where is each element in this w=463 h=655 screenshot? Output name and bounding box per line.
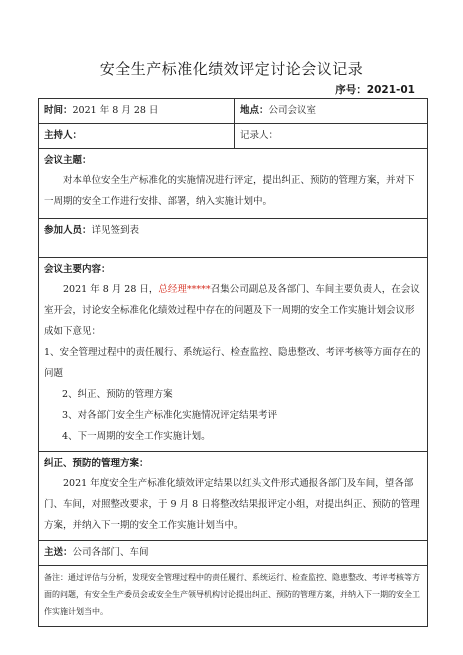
content-intro xyxy=(44,279,422,342)
participants-row xyxy=(39,219,428,258)
topic-text: 对本单位安全生产标准化的实施情况进行评定，提出纠正、预防的管理方案，并对下一周期的安全工作进行安排、部署，纳入实施计划中。 xyxy=(44,175,415,207)
place-cell xyxy=(235,99,428,124)
participants-value: 详见签到表 xyxy=(91,225,140,236)
send-label: 主送： xyxy=(44,547,73,558)
corrective-label: 纠正、预防的管理方案： xyxy=(44,458,149,469)
time-place-row xyxy=(39,99,428,124)
corrective-cell xyxy=(39,452,428,541)
place-value: 公司会议室 xyxy=(268,105,317,116)
content-item-3: 3、对各部门安全生产标准化实施情况评定结果考评 xyxy=(62,410,278,421)
corrective-text: 2021 年度安全生产标准化绩效评定结果以红头文件形式通报各部门及车间，望各部门、车间，对照整改要求，于 9 月 8 日将整改结果报评定小组，对提出纠正、预防的管理方案，并纳入下一期的安全工作实施计划当中。 xyxy=(44,478,420,531)
content-item-1: 1、安全管理过程中的责任履行、系统运行、检查监控、隐患整改、考评考核等方面存在的问题 xyxy=(44,347,421,379)
content-item-2: 2、纠正、预防的管理方案 xyxy=(62,389,173,400)
content-intro-rest: 召集公司副总及各部门、车间主要负责人，在会议室开会，讨论安全标准化化绩效过程中存在的问题及下一周期的安全工作实施计划会议形成如下意见： xyxy=(44,284,420,337)
participants-label: 参加人员： xyxy=(44,225,92,236)
host-recorder-row xyxy=(39,124,428,149)
meeting-record-table xyxy=(38,98,428,627)
document-title: 安全生产标准化绩效评定讨论会议记录 xyxy=(99,60,364,78)
host-cell xyxy=(39,124,235,149)
host-label: 主持人： xyxy=(44,130,83,141)
time-label: 时间： xyxy=(44,105,73,116)
time-cell xyxy=(39,99,235,124)
send-cell xyxy=(39,541,428,566)
send-row xyxy=(39,541,428,566)
recorder-label: 记录人： xyxy=(240,130,279,141)
time-value: 2021 年 8 月 28 日 xyxy=(72,105,159,116)
content-intro-highlight: 总经理***** xyxy=(158,284,211,295)
content-item-4: 4、下一周期的安全工作实施计划。 xyxy=(62,431,211,442)
remark-text: 备注：通过评估与分析，发现安全管理过程中的责任履行、系统运行、检查监控、隐患整改、考评考核等方面的问题，有安全生产委员会或安全生产领导机构讨论提出纠正、预防的管理方案，并纳入下一期的安全工作实施计划当中。 xyxy=(44,573,420,616)
content-row xyxy=(39,258,428,452)
content-cell xyxy=(39,258,428,452)
content-intro-date: 2021 年 8 月 28 日， xyxy=(63,284,159,295)
remark-row xyxy=(39,566,428,627)
participants-cell xyxy=(39,219,428,258)
content-label: 会议主要内容： xyxy=(44,264,111,275)
topic-cell xyxy=(39,149,428,219)
topic-row xyxy=(39,149,428,219)
serial-number: 序号：2021-01 xyxy=(335,84,415,96)
corrective-row xyxy=(39,452,428,541)
topic-label: 会议主题： xyxy=(44,155,92,166)
place-label: 地点： xyxy=(240,105,269,116)
recorder-cell xyxy=(235,124,428,149)
send-value: 公司各部门、车间 xyxy=(72,547,149,558)
remark-cell xyxy=(39,566,428,627)
